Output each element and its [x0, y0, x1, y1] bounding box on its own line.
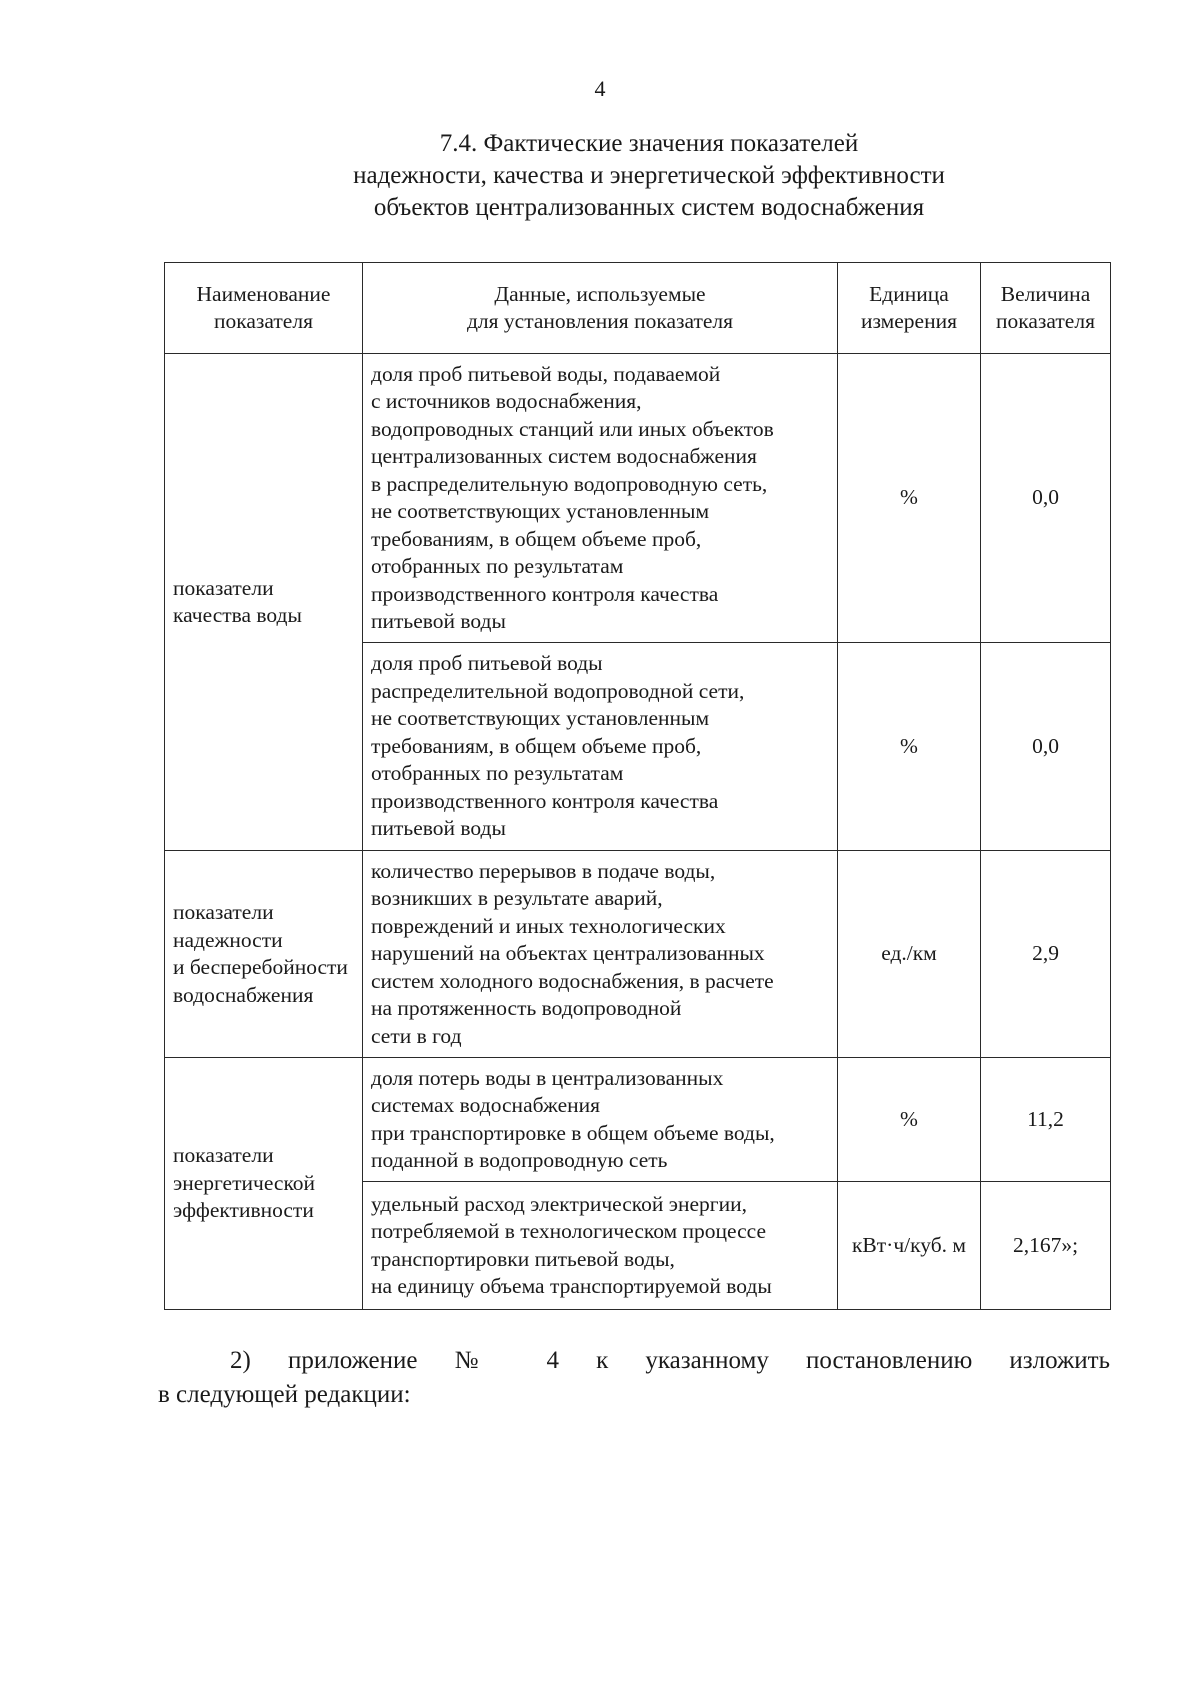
page-number: 4 [594, 76, 606, 101]
indicators-table [164, 262, 1111, 1310]
row-unit: кВт·ч/куб. м [838, 1182, 981, 1310]
header-data: Данные, используемые для установления показателя [363, 263, 838, 354]
group-name-quality: показатели качества воды [165, 354, 363, 851]
amendment-paragraph [158, 1344, 1110, 1412]
row-data: доля проб питьевой воды, подаваемой с источников водоснабжения, водопроводных станций или иных объектов централизованных систем водоснабжения в распределительную водопроводную сеть, не соответствующих установленным требованиям, в общем объеме проб, отобранных по результатам производственного контроля качества питьевой воды [363, 354, 838, 643]
row-value: 0,0 [981, 643, 1111, 851]
header-name: Наименование показателя [165, 263, 363, 354]
table-row [165, 354, 1111, 643]
row-data: количество перерывов в подаче воды, возникших в результате аварий, повреждений и иных технологических нарушений на объектах централизованных систем холодного водоснабжения, в расчете на протяженность водопроводной сети в год [363, 851, 838, 1058]
row-value: 2,9 [981, 851, 1111, 1058]
row-unit: % [838, 643, 981, 851]
row-value: 2,167»; [981, 1182, 1111, 1310]
paragraph-line-2: в следующей редакции: [158, 1381, 411, 1408]
table-row [165, 1058, 1111, 1182]
title-line-1: 7.4. Фактические значения показателей [439, 130, 859, 157]
row-data: доля потерь воды в централизованных системах водоснабжения при транспортировке в общем объеме воды, поданной в водопроводную сеть [363, 1058, 838, 1182]
header-unit: Единица измерения [838, 263, 981, 354]
table-row [165, 851, 1111, 1058]
title-line-2: надежности, качества и энергетической эффективности [353, 162, 945, 189]
header-value: Величина показателя [981, 263, 1111, 354]
row-data: удельный расход электрической энергии, потребляемой в технологическом процессе транспортировки питьевой воды, на единицу объема транспортируемой воды [363, 1182, 838, 1310]
group-name-energy: показатели энергетической эффективности [165, 1058, 363, 1310]
row-unit: % [838, 1058, 981, 1182]
row-unit: ед./км [838, 851, 981, 1058]
row-data: доля проб питьевой воды распределительной водопроводной сети, не соответствующих установленным требованиям, в общем объеме проб, отобранных по результатам производственного контроля качества питьевой воды [363, 643, 838, 851]
paragraph-line-1: 2) приложение № 4 к указанному постановлению изложить [230, 1347, 1110, 1374]
section-title [0, 128, 1200, 224]
group-name-reliability: показатели надежности и бесперебойности водоснабжения [165, 851, 363, 1058]
row-unit: % [838, 354, 981, 643]
table-header-row [165, 263, 1111, 354]
row-value: 0,0 [981, 354, 1111, 643]
title-line-3: объектов централизованных систем водоснабжения [373, 194, 925, 221]
row-value: 11,2 [981, 1058, 1111, 1182]
